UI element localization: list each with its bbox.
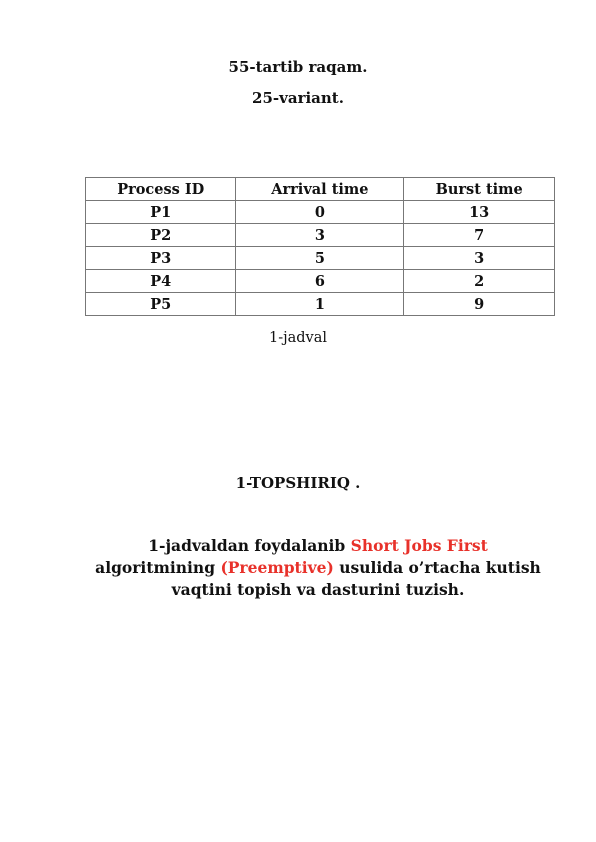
cell-arrival: 5 (236, 247, 404, 270)
header-arrival-time: Arrival time (236, 178, 404, 201)
number-line: 55-tartib raqam. (228, 58, 368, 76)
header-process-id: Process ID (86, 178, 236, 201)
variant-line: 25-variant. (252, 89, 344, 107)
cell-process: P4 (86, 270, 236, 293)
table-row (86, 224, 555, 247)
cell-burst: 9 (404, 293, 555, 316)
table-row (86, 293, 555, 316)
cell-arrival: 0 (236, 201, 404, 224)
cell-burst: 2 (404, 270, 555, 293)
cell-process: P1 (86, 201, 236, 224)
task-text-2: algoritmining (95, 558, 221, 577)
preemptive-label: (Preemptive) (220, 558, 334, 577)
task-text-1: 1-jadvaldan foydalanib (148, 536, 351, 555)
header-burst-time: Burst time (404, 178, 555, 201)
task-description (95, 535, 541, 601)
cell-burst: 7 (404, 224, 555, 247)
algorithm-name: Short Jobs First (350, 536, 488, 555)
cell-process: P3 (86, 247, 236, 270)
table-row (86, 270, 555, 293)
process-table (85, 177, 555, 316)
cell-process: P2 (86, 224, 236, 247)
table-header-row (86, 178, 555, 201)
cell-burst: 3 (404, 247, 555, 270)
cell-burst: 13 (404, 201, 555, 224)
table-row (86, 201, 555, 224)
table-caption: 1-jadval (268, 330, 328, 346)
task-title: 1-TOPSHIRIQ . (235, 474, 361, 492)
table-row (86, 247, 555, 270)
cell-process: P5 (86, 293, 236, 316)
task-text-3: usulida o’rtacha kutish vaqtini topish va dasturini tuzish. (171, 558, 541, 599)
cell-arrival: 1 (236, 293, 404, 316)
cell-arrival: 6 (236, 270, 404, 293)
cell-arrival: 3 (236, 224, 404, 247)
